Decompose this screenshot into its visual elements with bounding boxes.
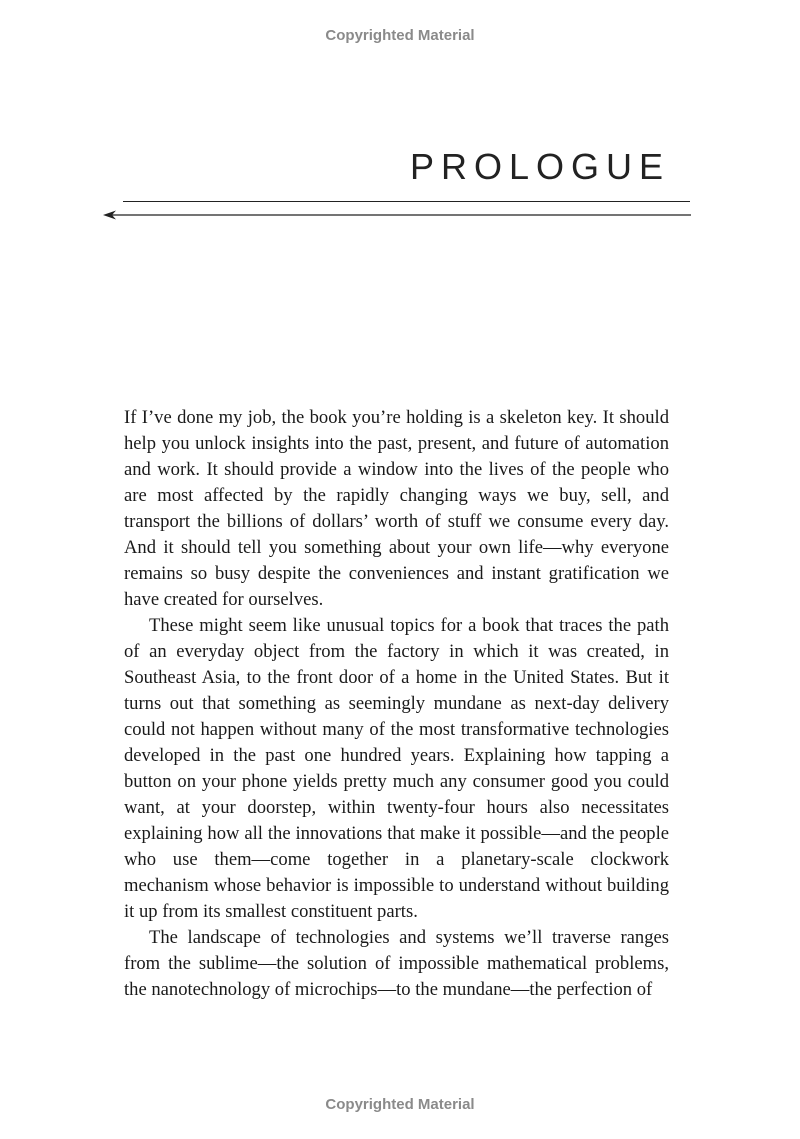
copyright-watermark-bottom: Copyrighted Material [325,1096,475,1113]
title-rule [123,201,690,202]
body-text [124,405,669,1003]
paragraph-3: The landscape of technologies and systems we’ll traverse ranges from the sublime—the solution of impossible mathematical problems, the nanotechnology of microchips—to the mundane—the perfection of [124,927,669,1000]
paragraph-1: If I’ve done my job, the book you’re holding is a skeleton key. It should help you unlock insights into the past, present, and future of automation and work. It should provide a window into the lives of the people who are most affected by the rapidly changing ways we buy, sell, and transport the billions of dollars’ worth of stuff we consume every day. And it should tell you something about your own life—why everyone remains so busy despite the conveniences and instant gratification we have created for ourselves. [124,407,669,610]
arrow-rule-icon [103,208,693,222]
paragraph-2: These might seem like unusual topics for a book that traces the path of an everyday object from the factory in which it was created, in Southeast Asia, to the front door of a home in the United States. But it turns out that something as seemingly mundane as next-day delivery could not happen without many of the most transformative technologies developed in the past one hundred years. Explaining how tapping a button on your phone yields pretty much any consumer good you could want, at your doorstep, within twenty-four hours also necessitates explaining how all the innovations that make it possible—and the people who use them—come together in a planetary-scale clockwork mechanism whose behavior is impossible to understand without building it up from its smallest constituent parts. [124,615,669,922]
copyright-watermark-top: Copyrighted Material [325,27,475,44]
chapter-title: PROLOGUE [409,146,670,187]
